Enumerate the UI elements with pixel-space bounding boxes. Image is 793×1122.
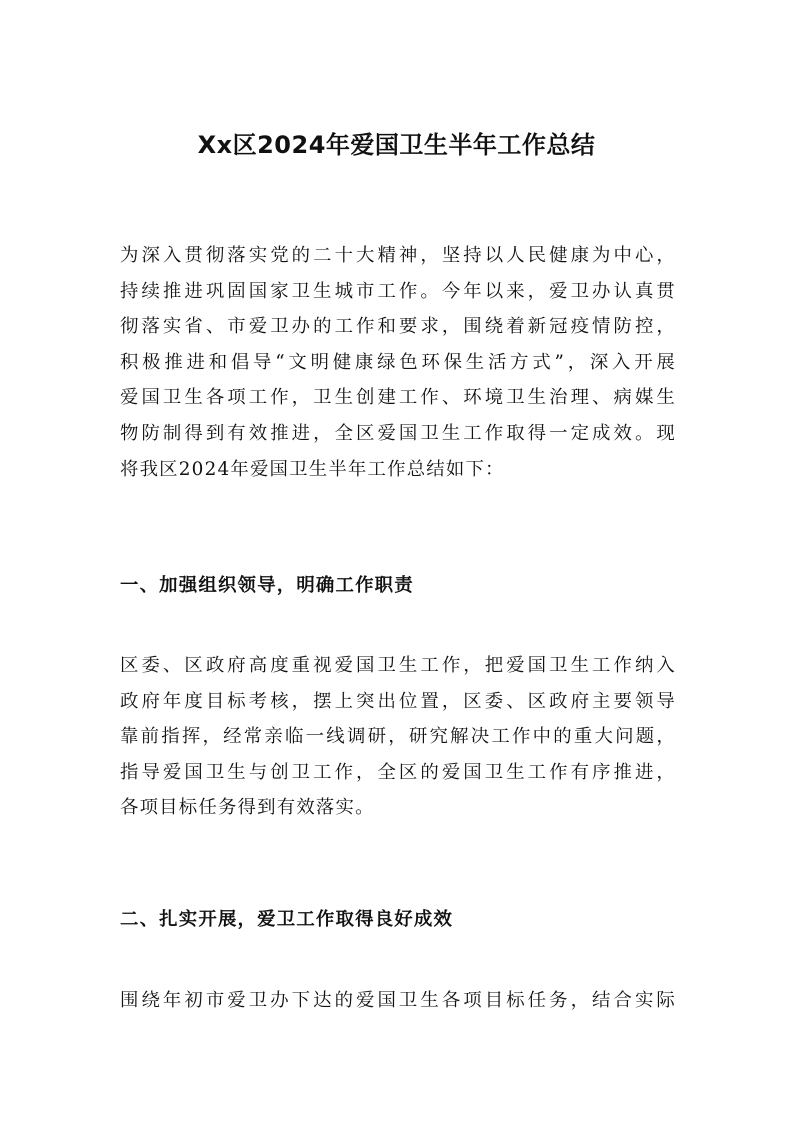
section-1-heading: 一、加强组织领导，明确工作职责 [120, 575, 414, 596]
intro-paragraph [120, 238, 676, 487]
paragraph-line: 区委、区政府高度重视爱国卫生工作，把爱国卫生工作纳入 [120, 655, 676, 676]
paragraph-line: 积极推进和倡导“文明健康绿色环保生活方式”，深入开展 [120, 351, 676, 373]
paragraph-line: 指导爱国卫生与创卫工作，全区的爱国卫生工作有序推进， [120, 761, 676, 783]
paragraph-line: 靠前指挥，经常亲临一线调研，研究解决工作中的重大问题， [120, 726, 676, 748]
paragraph-line: 物防制得到有效推进，全区爱国卫生工作取得一定成效。现 [120, 422, 676, 444]
paragraph-line: 彻落实省、市爱卫办的工作和要求，围绕着新冠疫情防控， [120, 316, 676, 338]
paragraph-line: 持续推进巩固国家卫生城市工作。今年以来，爱卫办认真贯 [120, 280, 676, 302]
paragraph-line: 将我区2024年爱国卫生半年工作总结如下： [120, 458, 505, 480]
paragraph-line: 围绕年初市爱卫办下达的爱国卫生各项目标任务，结合实际 [120, 990, 676, 1011]
paragraph-line: 各项目标任务得到有效落实。 [120, 797, 375, 819]
paragraph-line: 为深入贯彻落实党的二十大精神，坚持以人民健康为中心， [120, 245, 676, 266]
section-1-paragraph [120, 648, 676, 826]
section-2-paragraph [120, 983, 676, 1019]
paragraph-line: 政府年度目标考核，摆上突出位置，区委、区政府主要领导 [120, 690, 676, 712]
paragraph-line: 爱国卫生各项工作，卫生创建工作、环境卫生治理、病媒生 [120, 387, 676, 409]
section-2-heading: 二、扎实开展，爱卫工作取得良好成效 [120, 909, 454, 930]
document-title: Xx区2024年爱国卫生半年工作总结 [197, 131, 596, 159]
